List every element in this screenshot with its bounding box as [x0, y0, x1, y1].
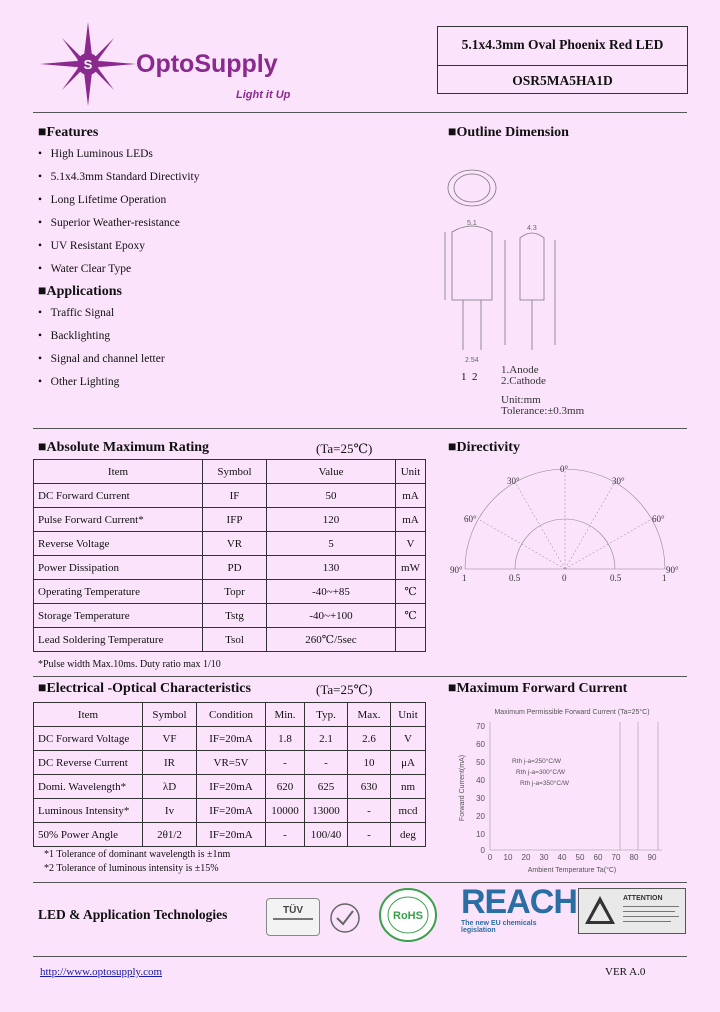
x-tick: 10: [503, 853, 513, 862]
y-tick: 60: [476, 740, 485, 749]
legend-item: Rth j-a=300°C/W: [516, 769, 566, 776]
table-header-row: [34, 703, 426, 727]
svg-text:2.54: 2.54: [465, 357, 479, 364]
table-header-row: [34, 460, 426, 484]
features-list: [38, 148, 200, 286]
pin-labels: [461, 371, 478, 383]
header-cell: Unit: [396, 460, 426, 484]
logo: [40, 22, 140, 106]
table-row: Domi. Wavelength* λD IF=20mA 620 625 630 nm: [34, 775, 426, 799]
note-tolerance: Tolerance:±0.3mm: [501, 405, 585, 417]
list-item: • Water Clear Type: [38, 263, 132, 275]
table-row: Storage Temperature Tstg -40~+100 ℃: [34, 604, 426, 628]
abs-max-heading: ■Absolute Maximum Rating: [38, 440, 210, 455]
header-cell: Symbol: [143, 703, 197, 727]
header-cell: Typ.: [305, 703, 348, 727]
brand-tagline: Light it Up: [236, 89, 291, 101]
section-divider: [33, 428, 687, 429]
tuv-badge: [266, 898, 320, 936]
axis-label: 0.5: [509, 573, 521, 583]
pin-2-label: 2: [472, 371, 478, 383]
axis-label: 1: [662, 573, 667, 583]
led-outline-icon: [415, 150, 595, 365]
x-tick: 0: [487, 853, 493, 862]
table-row: DC Forward Voltage VF IF=20mA 1.8 2.1 2.6 V: [34, 727, 426, 751]
reach-badge: [461, 883, 577, 934]
table-row: DC Forward Current IF 50 mA: [34, 484, 426, 508]
x-axis-label: Ambient Temperature Ta(°C): [527, 867, 617, 874]
y-tick: 40: [476, 776, 485, 785]
header-divider: [33, 112, 687, 113]
abs-max-table: [33, 459, 426, 652]
header-cell: Min.: [266, 703, 305, 727]
company-name: LED & Application Technologies: [38, 907, 228, 922]
angle-label: 0°: [560, 464, 569, 474]
part-number: OSR5MA5HA1D: [512, 73, 613, 88]
footer-divider: [33, 956, 687, 957]
list-item: • High Luminous LEDs: [38, 148, 153, 160]
x-tick: 20: [521, 853, 531, 862]
axis-label: 0: [562, 573, 567, 583]
eo-condition: (Ta=25℃): [316, 682, 373, 697]
list-item: • Other Lighting: [38, 376, 120, 388]
max-current-chart-svg: [452, 700, 682, 880]
note-cathode: 2.Cathode: [501, 375, 546, 387]
y-axis-label: Forward Current(mA): [459, 754, 466, 822]
product-title: 5.1x4.3mm Oval Phoenix Red LED: [461, 37, 664, 52]
outline-drawing: [415, 150, 595, 365]
attention-label: ATTENTION: [623, 895, 663, 902]
header-cell: Symbol: [203, 460, 267, 484]
list-item: • Traffic Signal: [38, 307, 115, 319]
svg-text:S: S: [83, 57, 93, 72]
applications-heading: ■Applications: [38, 284, 122, 299]
x-tick: 60: [593, 853, 603, 862]
y-tick: 70: [476, 722, 485, 731]
max-current-heading: ■Maximum Forward Current: [448, 681, 628, 696]
abs-max-footnote: *Pulse width Max.10ms. Duty ratio max 1/10: [38, 659, 221, 670]
y-tick: 20: [476, 812, 485, 821]
directivity-chart-svg: [440, 462, 690, 587]
pin-1-label: 1: [461, 371, 467, 383]
list-item: • UV Resistant Epoxy: [38, 240, 145, 252]
list-item: • 5.1x4.3mm Standard Directivity: [38, 171, 200, 183]
angle-label: 30°: [612, 476, 625, 486]
table-row: Pulse Forward Current* IFP 120 mA: [34, 508, 426, 532]
website-link[interactable]: http://www.optosupply.com: [40, 966, 163, 978]
angle-label: 60°: [464, 514, 477, 524]
list-item: • Signal and channel letter: [38, 353, 165, 365]
footnote: *2 Tolerance of luminous intensity is ±15%: [44, 863, 219, 874]
reach-sub-label: The new EU chemicals legislation: [461, 920, 537, 934]
y-tick: 50: [476, 758, 485, 767]
outline-heading: ■Outline Dimension: [448, 125, 569, 140]
directivity-heading: ■Directivity: [448, 440, 520, 455]
svg-text:5.1: 5.1: [467, 220, 477, 227]
features-heading: ■Features: [38, 125, 99, 140]
header-cell: Item: [34, 703, 143, 727]
legend-item: Rth j-a=350°C/W: [520, 780, 570, 787]
brand-name: OptoSupply: [136, 50, 278, 78]
esd-warning-badge: [578, 888, 686, 934]
eo-footnotes: [44, 848, 230, 876]
y-tick: 10: [476, 830, 485, 839]
eo-heading: ■Electrical -Optical Characteristics: [38, 681, 251, 696]
section-divider: [33, 882, 687, 883]
version-label: VER A.0: [605, 966, 646, 978]
rohs-label: RoHS: [393, 910, 423, 922]
eo-table: [33, 702, 426, 847]
x-tick: 50: [575, 853, 585, 862]
directivity-chart: [440, 462, 690, 587]
header-cell: Unit: [391, 703, 426, 727]
table-row: 50% Power Angle 2θ1/2 IF=20mA - 100/40 - deg: [34, 823, 426, 847]
section-divider: [33, 676, 687, 677]
angle-label: 90°: [666, 565, 679, 575]
esd-warning-icon: [583, 894, 617, 928]
outline-notes: [501, 365, 584, 417]
list-item: • Backlighting: [38, 330, 111, 342]
chart-title: Maximum Permissible Forward Current (Ta=25°C): [494, 709, 650, 716]
star-logo-icon: [40, 22, 140, 106]
max-current-chart: [452, 700, 682, 880]
header-cell: Condition: [197, 703, 266, 727]
legend-item: Rth j-a=250°C/W: [512, 758, 562, 765]
rohs-badge: [378, 888, 438, 942]
x-tick: 40: [557, 853, 567, 862]
x-tick: 90: [647, 853, 657, 862]
list-item: • Long Lifetime Operation: [38, 194, 167, 206]
applications-list: [38, 307, 165, 399]
angle-label: 30°: [507, 476, 520, 486]
table-row: Luminous Intensity* Iv IF=20mA 10000 13000 - mcd: [34, 799, 426, 823]
header-cell: Max.: [348, 703, 391, 727]
title-box: [437, 26, 688, 94]
reach-label: REACH: [461, 883, 577, 921]
note-anode: 1.Anode: [501, 364, 539, 376]
header-cell: Value: [267, 460, 396, 484]
axis-label: 0.5: [610, 573, 622, 583]
svg-text:4.3: 4.3: [527, 225, 537, 232]
list-item: • Superior Weather-resistance: [38, 217, 180, 229]
table-row: Power Dissipation PD 130 mW: [34, 556, 426, 580]
table-row: Reverse Voltage VR 5 V: [34, 532, 426, 556]
note-unit: Unit:mm: [501, 394, 541, 406]
table-row: DC Reverse Current IR VR=5V - - 10 μA: [34, 751, 426, 775]
x-tick: 80: [629, 853, 639, 862]
axis-label: 1: [462, 573, 467, 583]
angle-label: 90°: [450, 565, 463, 575]
x-tick: 30: [539, 853, 549, 862]
table-row: Lead Soldering Temperature Tsol 260℃/5sec: [34, 628, 426, 652]
abs-max-condition: (Ta=25℃): [316, 441, 373, 456]
header-cell: Item: [34, 460, 203, 484]
angle-label: 60°: [652, 514, 665, 524]
table-row: Operating Temperature Topr -40~+85 ℃: [34, 580, 426, 604]
tuv-label: TÜV: [283, 905, 303, 916]
footnote: *1 Tolerance of dominant wavelength is ±1nm: [44, 849, 231, 860]
x-tick: 70: [611, 853, 621, 862]
y-tick: 30: [476, 794, 485, 803]
certification-icon: [322, 898, 368, 934]
y-tick: 0: [480, 846, 485, 855]
